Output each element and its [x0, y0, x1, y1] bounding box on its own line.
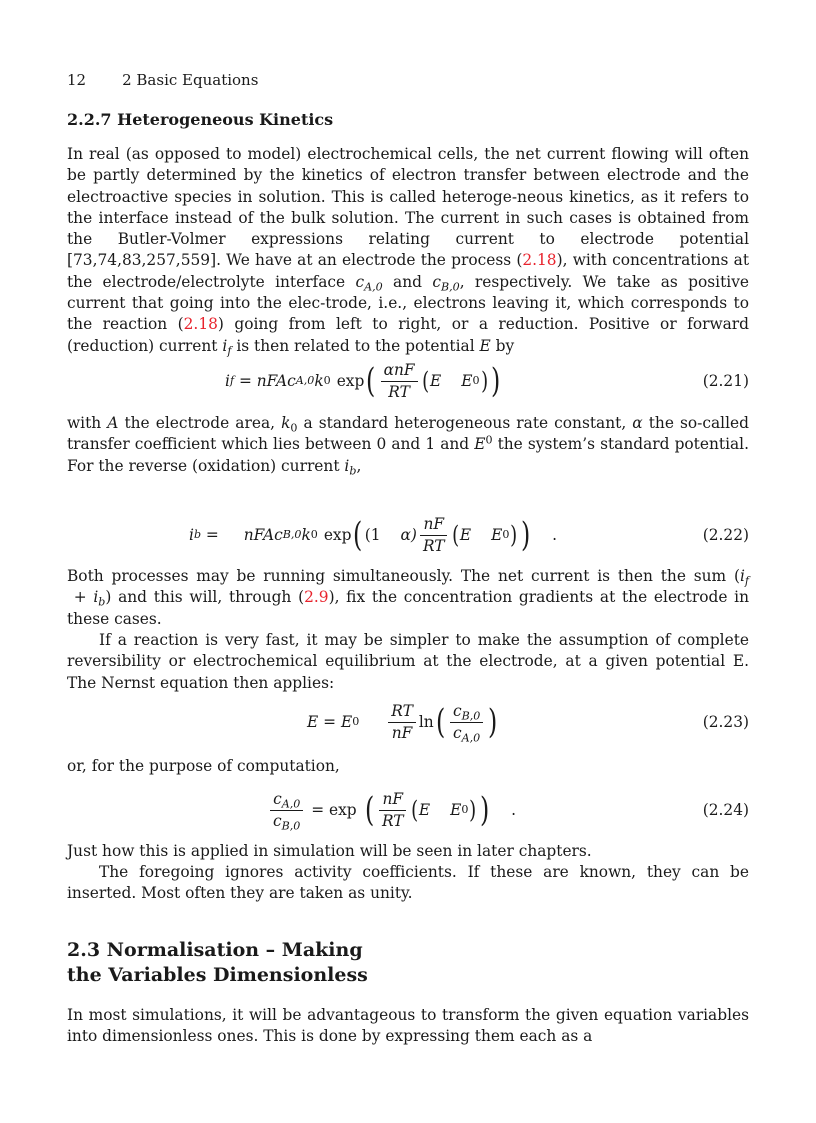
paragraph-computation: or, for the purpose of computation,: [67, 757, 340, 775]
equation-number: (2.22): [702, 526, 749, 544]
paragraph-parameters: with A the electrode area, $k_0$ a standard heterogeneous rate constant, α the so-called transfer coefficient which lies between 0 and 1 and $E^0$ the system’s standard potential. For the reverse (oxidation) current $i_b$,: [67, 414, 749, 477]
equation-number: (2.24): [702, 801, 749, 819]
equation-2-21: [67, 353, 749, 409]
equation-body: i f = nFAc A,0 k 0 exp ( $\frac{\text{αnF}}{RT}$ ( E E 0 ) ): [225, 361, 501, 401]
equation-reference[interactable]: 2.18: [183, 315, 218, 334]
paragraph-heterogeneous-kinetics: In real (as opposed to model) electrochemical cells, the net current flowing will often be partly determined by the kinetics of electron transfer between electrode and the electroactive species in solution. This is called heteroge-neous kinetics, as it refers to the interface instead of the bulk solution. The current in such cases is obtained from the Butler-Volmer expressions relating current to electrode potential [73,74,83,257,559]. We have at an electrode the process (2.18), with concentrations at the electrode/electrolyte interface $c_{A,0}$ and $c_{B,0}$, respectively. We take as positive current that going into the elec-trode, i.e., electrons leaving it, which corresponds to the reaction (2.18) going from left to right, or a reduction. Positive or forward (reduction) current $i_f$ is then related to the potential E by: [67, 145, 750, 357]
equation-2-24: [67, 782, 749, 838]
fraction: $\frac{nF}{RT}$: [379, 790, 407, 830]
fraction: $\frac{nF}{RT}$: [420, 515, 448, 555]
fraction: $\frac{c_{B,0}}{c_{A,0}}$: [450, 702, 483, 742]
paragraph-nernst: If a reaction is very fast, it may be simpler to make the assumption of complete reversibility or electrochemical equilibrium at the electrode, at a given potential E. The Nernst equation then applies:: [67, 631, 749, 692]
equation-reference[interactable]: 2.18: [522, 251, 557, 270]
paragraph-net-current: Both processes may be running simultaneously. The net current is then the sum $(i_f + i_b)$ and this will, through (2.9), fix the concentration gradients at the electrode in these cases.: [67, 567, 749, 628]
fraction: $\frac{c_{A,0}}{c_{B,0}}$: [270, 790, 303, 830]
chapter-title: 2 Basic Equations: [122, 71, 259, 89]
equation-reference[interactable]: 2.9: [304, 588, 329, 607]
equation-number: (2.21): [702, 372, 749, 390]
subsection-title: 2.2.7 Heterogeneous Kinetics: [67, 110, 334, 129]
equation-number: (2.23): [702, 713, 749, 731]
running-head: [67, 71, 258, 89]
fraction: $\frac{\text{αnF}}{RT}$: [381, 361, 418, 401]
page-number: 12: [67, 71, 87, 89]
equation-body: E = E 0 $\frac{RT}{nF}$ ln ( $\frac{c_{B,0}}{c_{A,0}}$ ): [307, 702, 498, 744]
paragraph-activity-coefficients: The foregoing ignores activity coefficients. If these are known, they can be inserted. Most often they are taken as unity.: [67, 863, 749, 903]
section-title: 2.3 Normalisation – Making the Variables Dimensionless: [67, 939, 368, 986]
equation-body: $\frac{c_{A,0}}{c_{B,0}}$ = exp ( $\frac{nF}{RT}$ ( E E 0 ) ) .: [267, 782, 516, 838]
equation-2-22: [67, 507, 749, 563]
fraction: $\frac{RT}{nF}$: [388, 702, 416, 742]
paragraph-simulation-note: Just how this is applied in simulation will be seen in later chapters.: [67, 842, 592, 860]
equation-body: i b = nFAc B,0 k 0 exp ( (1 α) $\frac{nF}{RT}$ ( E E 0 ) ) .: [189, 515, 558, 555]
paragraph-normalisation: In most simulations, it will be advantageous to transform the given equation variables into dimensionless ones. This is done by expressing them each as a: [67, 1006, 749, 1046]
equation-2-23: [67, 694, 749, 750]
